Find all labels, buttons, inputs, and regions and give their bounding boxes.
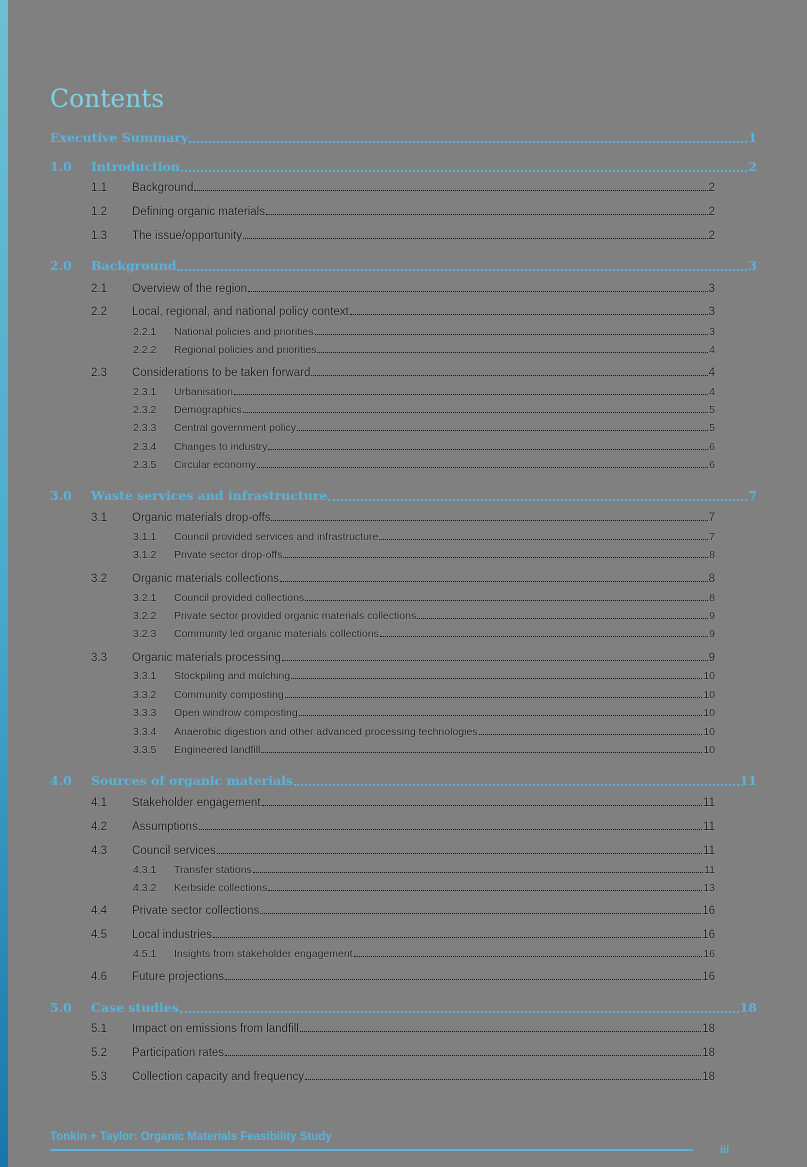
toc-page: 2 bbox=[708, 230, 715, 242]
toc-label: Kerbside collections bbox=[174, 882, 268, 894]
leader-dots bbox=[305, 600, 708, 601]
leader-dots bbox=[194, 190, 707, 191]
toc-number: 3.3.2 bbox=[133, 689, 157, 701]
toc-entry-1-1[interactable] bbox=[91, 182, 715, 194]
leader-dots bbox=[328, 499, 747, 501]
toc-entry-2-3-2[interactable] bbox=[133, 404, 715, 416]
toc-number: 2.3.3 bbox=[133, 422, 157, 434]
leader-dots bbox=[180, 1011, 739, 1013]
toc-entry-4-3-2[interactable] bbox=[133, 882, 715, 894]
toc-number: 3.2 bbox=[91, 573, 107, 585]
toc-entry-2-3-4[interactable] bbox=[133, 441, 715, 453]
leader-dots bbox=[379, 539, 708, 540]
toc-number: 2.2.1 bbox=[133, 326, 157, 338]
toc-label: Urbanisation bbox=[174, 386, 233, 398]
toc-entry-3-1-2[interactable] bbox=[133, 549, 715, 561]
toc-entry-1-3[interactable] bbox=[91, 230, 715, 242]
leader-dots bbox=[294, 784, 739, 786]
toc-entry-2-3-5[interactable] bbox=[133, 459, 715, 471]
toc-label: The issue/opportunity bbox=[132, 230, 242, 242]
toc-page: 7 bbox=[709, 531, 715, 543]
toc-number: 2.3 bbox=[91, 367, 107, 379]
toc-number: 2.3.4 bbox=[133, 441, 157, 453]
toc-number: 3.3.4 bbox=[133, 726, 157, 738]
leader-dots bbox=[260, 913, 701, 914]
toc-entry-3-3-2[interactable] bbox=[133, 689, 715, 701]
toc-entry-4-6[interactable] bbox=[91, 971, 715, 983]
toc-number: 4.6 bbox=[91, 971, 107, 983]
toc-label: Anaerobic digestion and other advanced processing technologies bbox=[174, 726, 478, 738]
toc-number: 4.5 bbox=[91, 929, 107, 941]
toc-page: 4 bbox=[709, 386, 715, 398]
toc-entry-3-3-4[interactable] bbox=[133, 726, 715, 738]
toc-label: Defining organic materials bbox=[132, 206, 265, 218]
toc-number: 1.1 bbox=[91, 182, 107, 194]
leader-dots bbox=[199, 829, 702, 830]
page-number: iii bbox=[720, 1144, 730, 1156]
leader-dots bbox=[417, 618, 708, 619]
toc-page: 18 bbox=[702, 1047, 715, 1059]
toc-label: Assumptions bbox=[132, 821, 198, 833]
toc-number: 2.3.2 bbox=[133, 404, 157, 416]
toc-number: 1.2 bbox=[91, 206, 107, 218]
leader-dots bbox=[268, 449, 708, 450]
leader-dots bbox=[291, 678, 702, 679]
leader-dots bbox=[253, 872, 703, 873]
toc-entry-2-3-3[interactable] bbox=[133, 422, 715, 434]
toc-page: 18 bbox=[739, 1000, 757, 1015]
toc-label: Council provided collections bbox=[174, 592, 305, 604]
leader-dots bbox=[262, 805, 703, 806]
toc-label: Introduction bbox=[91, 159, 181, 174]
toc-page: 18 bbox=[702, 1023, 715, 1035]
toc-entry-5-3[interactable] bbox=[91, 1071, 715, 1083]
toc-page: 13 bbox=[703, 882, 715, 894]
leader-dots bbox=[213, 937, 701, 938]
toc-page: 9 bbox=[709, 610, 715, 622]
toc-label: Stakeholder engagement bbox=[132, 797, 261, 809]
toc-label: Participation rates bbox=[132, 1047, 225, 1059]
toc-number: 4.3 bbox=[91, 845, 107, 857]
toc-page: 11 bbox=[703, 797, 715, 809]
toc-page: 8 bbox=[709, 592, 715, 604]
toc-label: Local industries bbox=[132, 929, 212, 941]
toc-number: 5.0 bbox=[50, 1000, 72, 1015]
toc-number: 3.2.1 bbox=[133, 592, 157, 604]
toc-page: 2 bbox=[708, 206, 715, 218]
leader-dots bbox=[225, 979, 701, 980]
toc-page: 8 bbox=[708, 573, 715, 585]
toc-label: Waste services and infrastructure bbox=[91, 488, 328, 503]
toc-page: 7 bbox=[748, 488, 757, 503]
toc-entry-4-0[interactable] bbox=[50, 773, 757, 788]
footer-divider bbox=[50, 1149, 693, 1151]
toc-number: 3.2.3 bbox=[133, 628, 157, 640]
toc-label: Collection capacity and frequency bbox=[132, 1071, 304, 1083]
toc-page: 16 bbox=[702, 971, 715, 983]
leader-dots bbox=[354, 956, 703, 957]
leader-dots bbox=[181, 170, 747, 172]
toc-entry-2-2[interactable] bbox=[91, 306, 715, 318]
toc-entry-4-1[interactable] bbox=[91, 797, 715, 809]
left-accent-stripe bbox=[0, 0, 8, 1167]
toc-entry-2-3-1[interactable] bbox=[133, 386, 715, 398]
toc-page: 16 bbox=[702, 905, 715, 917]
toc-page: 9 bbox=[709, 628, 715, 640]
toc-entry-3-0[interactable] bbox=[50, 488, 757, 503]
toc-page: 5 bbox=[709, 422, 715, 434]
toc-label: Local, regional, and national policy context bbox=[132, 306, 349, 318]
toc-number: 4.3.1 bbox=[133, 864, 157, 876]
toc-number: 3.3.3 bbox=[133, 707, 157, 719]
toc-entry-2-3[interactable] bbox=[91, 367, 715, 379]
toc-number: 2.1 bbox=[91, 283, 107, 295]
leader-dots bbox=[271, 520, 707, 521]
toc-number: 3.3.5 bbox=[133, 744, 157, 756]
toc-label: Background bbox=[91, 258, 177, 273]
toc-entry-5-1[interactable] bbox=[91, 1023, 715, 1035]
toc-page: 16 bbox=[703, 948, 715, 960]
toc-number: 3.1.2 bbox=[133, 549, 157, 561]
toc-number: 2.2 bbox=[91, 306, 107, 318]
toc-number: 1.3 bbox=[91, 230, 107, 242]
toc-label: Private sector collections bbox=[132, 905, 260, 917]
toc-page: 2 bbox=[748, 159, 757, 174]
toc-page: 11 bbox=[703, 821, 715, 833]
toc-number: 2.3.1 bbox=[133, 386, 157, 398]
toc-number: 4.5.1 bbox=[133, 948, 157, 960]
leader-dots bbox=[243, 412, 708, 413]
toc-label: Council provided services and infrastructure bbox=[174, 531, 379, 543]
toc-label: Demographics bbox=[174, 404, 242, 416]
toc-entry-4-3-1[interactable] bbox=[133, 864, 715, 876]
toc-label: Community composting bbox=[174, 689, 284, 701]
toc-entry-3-2-3[interactable] bbox=[133, 628, 715, 640]
toc-label: Insights from stakeholder engagement bbox=[174, 948, 353, 960]
toc-number: 5.1 bbox=[91, 1023, 107, 1035]
toc-page: 6 bbox=[709, 459, 715, 471]
toc-number: 4.1 bbox=[91, 797, 107, 809]
toc-entry-2-2-1[interactable] bbox=[133, 326, 715, 338]
toc-page: 3 bbox=[709, 326, 715, 338]
toc-entry-1-2[interactable] bbox=[91, 206, 715, 218]
toc-number: 3.3.1 bbox=[133, 670, 157, 682]
leader-dots bbox=[268, 890, 702, 891]
toc-label: Overview of the region bbox=[132, 283, 248, 295]
toc-page: 2 bbox=[708, 182, 715, 194]
toc-page: 4 bbox=[709, 344, 715, 356]
toc-page: 18 bbox=[702, 1071, 715, 1083]
toc-label: National policies and priorities bbox=[174, 326, 314, 338]
toc-page: 6 bbox=[709, 441, 715, 453]
toc-entry-3-3-5[interactable] bbox=[133, 744, 715, 756]
toc-page: 10 bbox=[703, 707, 715, 719]
toc-entry-2-2-2[interactable] bbox=[133, 344, 715, 356]
toc-label: Organic materials drop-offs bbox=[132, 512, 271, 524]
leader-dots bbox=[266, 214, 708, 215]
toc-page: 10 bbox=[703, 670, 715, 682]
toc-entry-3-3-1[interactable] bbox=[133, 670, 715, 682]
leader-dots bbox=[297, 430, 708, 431]
leader-dots bbox=[178, 269, 748, 271]
toc-number: 2.0 bbox=[50, 258, 72, 273]
toc-number: 1.0 bbox=[50, 159, 72, 174]
toc-label: Private sector drop-offs bbox=[174, 549, 283, 561]
toc-number: 3.1 bbox=[91, 512, 107, 524]
toc-label: Community led organic materials collections bbox=[174, 628, 379, 640]
leader-dots bbox=[285, 697, 703, 698]
toc-page: 8 bbox=[709, 549, 715, 561]
toc-page: 10 bbox=[703, 744, 715, 756]
toc-label: Open windrow composting bbox=[174, 707, 298, 719]
toc-label: Impact on emissions from landfill bbox=[132, 1023, 299, 1035]
toc-entry-3-1-1[interactable] bbox=[133, 531, 715, 543]
toc-label: Changes to industry bbox=[174, 441, 268, 453]
leader-dots bbox=[317, 352, 708, 353]
leader-dots bbox=[479, 734, 703, 735]
footer-document-title: Tonkin + Taylor: Organic Materials Feasibility Study bbox=[50, 1131, 332, 1143]
toc-page: 11 bbox=[704, 864, 715, 876]
leader-dots bbox=[248, 291, 708, 292]
toc-number: 3.2.2 bbox=[133, 610, 157, 622]
leader-dots bbox=[257, 467, 708, 468]
toc-entry-2-1[interactable] bbox=[91, 283, 715, 295]
leader-dots bbox=[217, 853, 702, 854]
toc-number: 5.2 bbox=[91, 1047, 107, 1059]
toc-number: 3.3 bbox=[91, 652, 107, 664]
toc-label: Central government policy bbox=[174, 422, 296, 434]
toc-label: Background bbox=[132, 182, 194, 194]
toc-page: 3 bbox=[708, 283, 715, 295]
toc-label: Regional policies and priorities bbox=[174, 344, 317, 356]
toc-number: 2.3.5 bbox=[133, 459, 157, 471]
leader-dots bbox=[243, 238, 708, 239]
toc-label: Stockpiling and mulching bbox=[174, 670, 291, 682]
toc-page: 11 bbox=[739, 773, 757, 788]
toc-number: 2.2.2 bbox=[133, 344, 157, 356]
toc-label: Engineered landfill bbox=[174, 744, 261, 756]
leader-dots bbox=[282, 660, 708, 661]
leader-dots bbox=[283, 557, 708, 558]
leader-dots bbox=[225, 1055, 701, 1056]
leader-dots bbox=[350, 314, 708, 315]
toc-entry-1-0[interactable] bbox=[50, 159, 757, 174]
toc-page: 3 bbox=[708, 306, 715, 318]
toc-number: 5.3 bbox=[91, 1071, 107, 1083]
toc-entry-3-2[interactable] bbox=[91, 573, 715, 585]
toc-page: 3 bbox=[748, 258, 757, 273]
toc-page: 10 bbox=[703, 689, 715, 701]
toc-page: 7 bbox=[708, 512, 715, 524]
leader-dots bbox=[305, 1079, 701, 1080]
toc-entry-4-5[interactable] bbox=[91, 929, 715, 941]
leader-dots bbox=[300, 1031, 701, 1032]
toc-page: 11 bbox=[703, 845, 715, 857]
toc-entry-4-4[interactable] bbox=[91, 905, 715, 917]
toc-label: Transfer stations bbox=[174, 864, 252, 876]
toc-number: 4.4 bbox=[91, 905, 107, 917]
toc-label: Case studies bbox=[91, 1000, 179, 1015]
toc-number: 3.1.1 bbox=[133, 531, 157, 543]
toc-page: 5 bbox=[709, 404, 715, 416]
toc-entry-3-3-3[interactable] bbox=[133, 707, 715, 719]
toc-label: Circular economy bbox=[174, 459, 256, 471]
toc-entry-3-1[interactable] bbox=[91, 512, 715, 524]
leader-dots bbox=[189, 141, 747, 143]
toc-entry-2-0[interactable] bbox=[50, 258, 757, 273]
toc-label: Private sector provided organic materials collections bbox=[174, 610, 417, 622]
leader-dots bbox=[234, 394, 708, 395]
toc-entry-4-3[interactable] bbox=[91, 845, 715, 857]
toc-number: 4.0 bbox=[50, 773, 72, 788]
toc-entry-3-2-1[interactable] bbox=[133, 592, 715, 604]
leader-dots bbox=[311, 375, 707, 376]
toc-number: 3.0 bbox=[50, 488, 72, 503]
toc-label: Executive Summary bbox=[50, 130, 189, 145]
toc-page: 1 bbox=[748, 130, 757, 145]
toc-entry-4-5-1[interactable] bbox=[133, 948, 715, 960]
toc-entry-executive-summary[interactable] bbox=[50, 130, 757, 145]
toc-entry-5-2[interactable] bbox=[91, 1047, 715, 1059]
toc-label: Organic materials collections bbox=[132, 573, 280, 585]
toc-page: 16 bbox=[702, 929, 715, 941]
toc-entry-3-2-2[interactable] bbox=[133, 610, 715, 622]
toc-page: 9 bbox=[708, 652, 715, 664]
leader-dots bbox=[299, 715, 703, 716]
leader-dots bbox=[280, 581, 708, 582]
toc-number: 4.3.2 bbox=[133, 882, 157, 894]
toc-page: 4 bbox=[708, 367, 715, 379]
page-title: Contents bbox=[50, 84, 165, 113]
toc-entry-3-3[interactable] bbox=[91, 652, 715, 664]
leader-dots bbox=[315, 334, 709, 335]
leader-dots bbox=[380, 636, 708, 637]
toc-entry-4-2[interactable] bbox=[91, 821, 715, 833]
toc-label: Council services bbox=[132, 845, 216, 857]
toc-page: 10 bbox=[703, 726, 715, 738]
toc-label: Organic materials processing bbox=[132, 652, 281, 664]
toc-number: 4.2 bbox=[91, 821, 107, 833]
leader-dots bbox=[261, 752, 702, 753]
toc-label: Considerations to be taken forward bbox=[132, 367, 311, 379]
toc-label: Sources of organic materials bbox=[91, 773, 293, 788]
toc-label: Future projections bbox=[132, 971, 225, 983]
toc-entry-5-0[interactable] bbox=[50, 1000, 757, 1015]
